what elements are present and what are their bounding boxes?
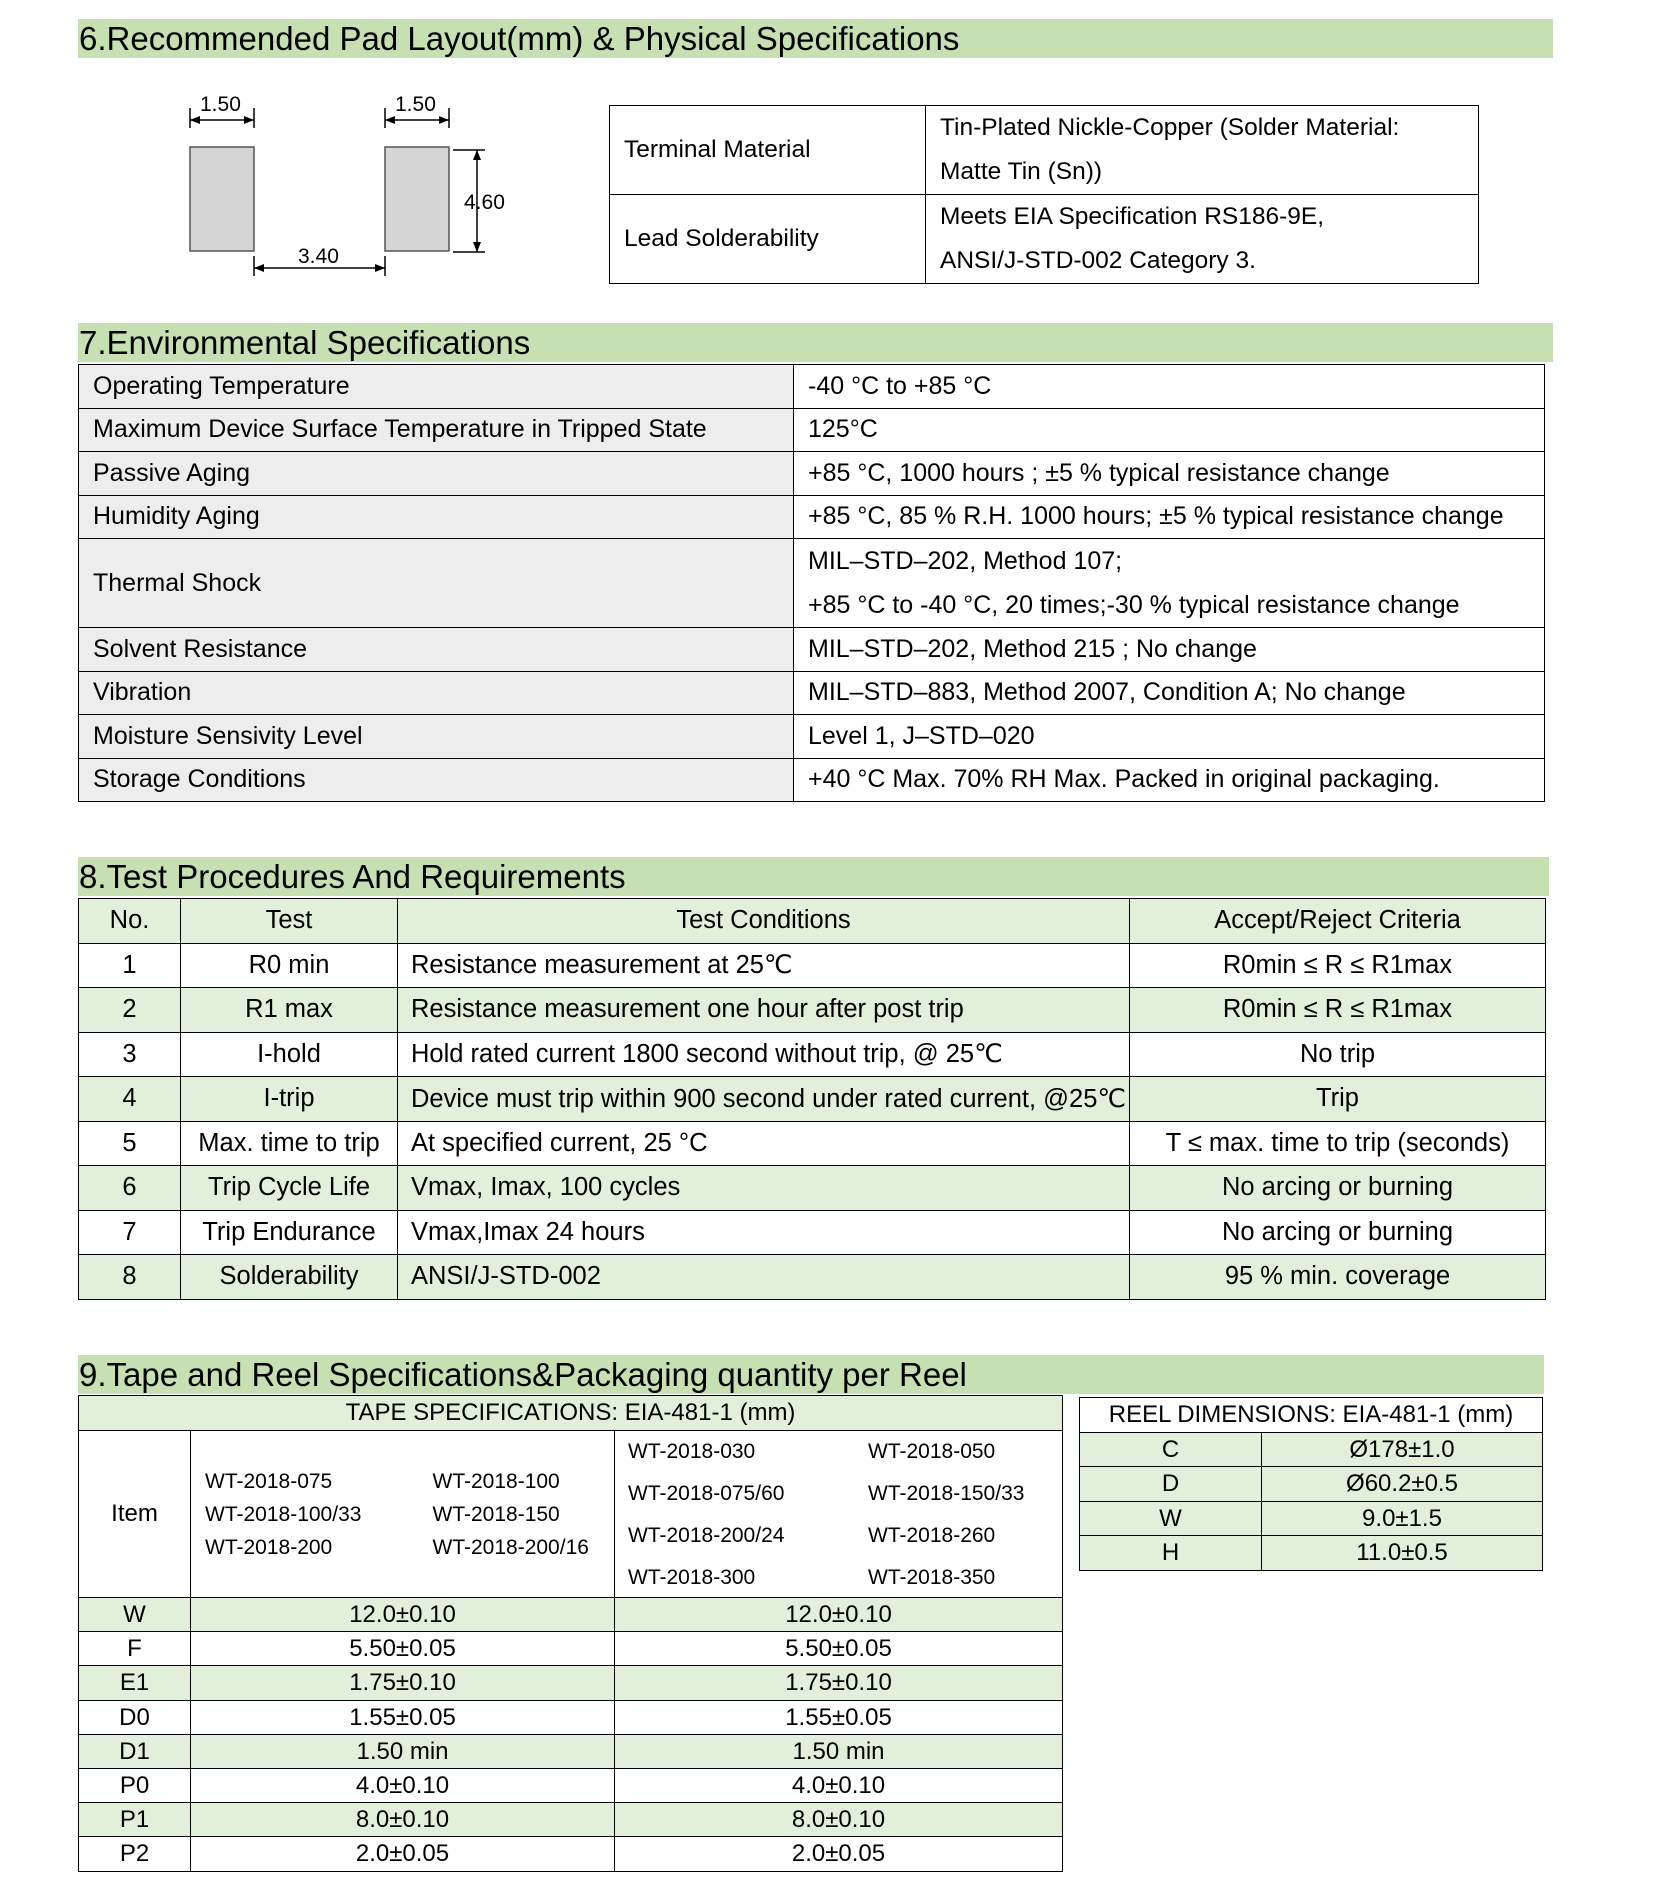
- reel-value: 11.0±0.5: [1262, 1536, 1543, 1571]
- reel-value: 9.0±1.5: [1262, 1501, 1543, 1536]
- reel-item: C: [1080, 1432, 1262, 1467]
- test-header-no: No.: [79, 899, 181, 944]
- env-row: [79, 539, 1545, 628]
- model-name: WT-2018-200/16: [432, 1535, 589, 1559]
- model-name: WT-2018-200/24: [628, 1523, 785, 1547]
- test-criteria: Trip: [1130, 1077, 1546, 1122]
- test-name: Trip Cycle Life: [181, 1166, 398, 1211]
- pad-width-right-label: 1.50: [395, 93, 436, 116]
- env-value: +85 °C, 1000 hours ; ±5 % typical resistance change: [794, 452, 1545, 496]
- test-no: 2: [79, 988, 181, 1033]
- environmental-specs-table: [78, 364, 1545, 802]
- model-name: WT-2018-075: [205, 1469, 333, 1493]
- section-title-environmental: 7.Environmental Specifications: [78, 323, 1553, 362]
- tape-value-b: 1.50 min: [615, 1734, 1063, 1768]
- section-title-pad-layout: 6.Recommended Pad Layout(mm) & Physical Specifications: [78, 19, 1553, 58]
- test-criteria: No trip: [1130, 1032, 1546, 1077]
- model-name: WT-2018-030: [628, 1439, 756, 1463]
- env-label: Humidity Aging: [79, 495, 794, 539]
- tape-item: D1: [79, 1734, 191, 1768]
- test-name: Max. time to trip: [181, 1121, 398, 1166]
- tape-item: P2: [79, 1837, 191, 1871]
- tape-value-a: 4.0±0.10: [191, 1768, 615, 1802]
- model-name: WT-2018-100: [432, 1469, 560, 1493]
- env-value: +85 °C, 85 % R.H. 1000 hours; ±5 % typical resistance change: [794, 495, 1545, 539]
- test-conditions: ANSI/J-STD-002: [398, 1255, 1130, 1300]
- physical-row: [610, 195, 1479, 284]
- env-value: 125°C: [794, 408, 1545, 452]
- physical-value: Meets EIA Specification RS186-9E, ANSI/J-STD-002 Category 3.: [926, 195, 1479, 284]
- reel-item: W: [1080, 1501, 1262, 1536]
- tape-row: [79, 1632, 1063, 1666]
- tape-row: [79, 1837, 1063, 1871]
- tape-value-b: 1.75±0.10: [615, 1666, 1063, 1700]
- tape-models-a: [191, 1431, 615, 1598]
- test-no: 1: [79, 943, 181, 988]
- tape-title-row: [79, 1396, 1063, 1431]
- reel-row: [1080, 1501, 1543, 1536]
- test-name: Trip Endurance: [181, 1210, 398, 1255]
- test-conditions: At specified current, 25 °C: [398, 1121, 1130, 1166]
- test-header-row: [79, 899, 1546, 944]
- test-row: [79, 1121, 1546, 1166]
- test-conditions: Device must trip within 900 second under rated current, @25℃: [398, 1077, 1130, 1122]
- test-criteria: No arcing or burning: [1130, 1210, 1546, 1255]
- tape-row: [79, 1734, 1063, 1768]
- test-row: [79, 1032, 1546, 1077]
- env-row: [79, 495, 1545, 539]
- env-value: +40 °C Max. 70% RH Max. Packed in original packaging.: [794, 758, 1545, 802]
- test-conditions: Vmax, Imax, 100 cycles: [398, 1166, 1130, 1211]
- test-header-criteria: Accept/Reject Criteria: [1130, 899, 1546, 944]
- reel-row: [1080, 1467, 1543, 1502]
- test-no: 5: [79, 1121, 181, 1166]
- reel-title-row: [1080, 1398, 1543, 1433]
- env-value: MIL–STD–202, Method 215 ; No change: [794, 628, 1545, 672]
- tape-row: [79, 1803, 1063, 1837]
- env-label: Maximum Device Surface Temperature in Tripped State: [79, 408, 794, 452]
- pad-layout-diagram: [170, 92, 520, 292]
- test-criteria: T ≤ max. time to trip (seconds): [1130, 1121, 1546, 1166]
- test-no: 6: [79, 1166, 181, 1211]
- right-pad: [385, 147, 449, 251]
- physical-row: [610, 106, 1479, 195]
- tape-item: P0: [79, 1768, 191, 1802]
- tape-item: D0: [79, 1700, 191, 1734]
- physical-label: Terminal Material: [610, 106, 926, 195]
- env-label: Solvent Resistance: [79, 628, 794, 672]
- test-procedures-table: [78, 898, 1546, 1300]
- env-label: Storage Conditions: [79, 758, 794, 802]
- tape-value-a: 2.0±0.05: [191, 1837, 615, 1871]
- tape-item: E1: [79, 1666, 191, 1700]
- physical-value: Tin-Plated Nickle-Copper (Solder Material: Matte Tin (Sn)): [926, 106, 1479, 195]
- tape-row: [79, 1666, 1063, 1700]
- test-header-conditions: Test Conditions: [398, 899, 1130, 944]
- tape-value-a: 5.50±0.05: [191, 1632, 615, 1666]
- model-name: WT-2018-300: [628, 1565, 756, 1589]
- tape-value-a: 8.0±0.10: [191, 1803, 615, 1837]
- test-name: I-trip: [181, 1077, 398, 1122]
- env-label: Moisture Sensivity Level: [79, 715, 794, 759]
- tape-item-label: Item: [79, 1431, 191, 1598]
- tape-value-b: 12.0±0.10: [615, 1598, 1063, 1632]
- tape-value-a: 1.50 min: [191, 1734, 615, 1768]
- model-name: WT-2018-200: [205, 1535, 333, 1559]
- test-row: [79, 1077, 1546, 1122]
- section-title-test-procedures: 8.Test Procedures And Requirements: [78, 857, 1549, 896]
- test-row: [79, 943, 1546, 988]
- physical-specs-table: [609, 105, 1479, 284]
- test-row: [79, 988, 1546, 1033]
- model-name: WT-2018-100/33: [205, 1502, 362, 1526]
- test-conditions: Vmax,Imax 24 hours: [398, 1210, 1130, 1255]
- tape-value-b: 5.50±0.05: [615, 1632, 1063, 1666]
- test-name: R1 max: [181, 988, 398, 1033]
- test-row: [79, 1210, 1546, 1255]
- reel-dimensions-table: [1079, 1397, 1543, 1571]
- physical-label: Lead Solderability: [610, 195, 926, 284]
- tape-item: P1: [79, 1803, 191, 1837]
- tape-row: [79, 1700, 1063, 1734]
- tape-models-row: [79, 1431, 1063, 1598]
- pad-height-label: 4.60: [464, 191, 505, 214]
- test-no: 3: [79, 1032, 181, 1077]
- tape-value-a: 1.55±0.05: [191, 1700, 615, 1734]
- left-pad: [190, 147, 254, 251]
- test-no: 4: [79, 1077, 181, 1122]
- env-label: Passive Aging: [79, 452, 794, 496]
- tape-specs-table: [78, 1395, 1063, 1872]
- tape-value-a: 12.0±0.10: [191, 1598, 615, 1632]
- env-row: [79, 365, 1545, 409]
- reel-row: [1080, 1432, 1543, 1467]
- pad-gap-label: 3.40: [298, 245, 339, 268]
- pad-width-left-label: 1.50: [200, 93, 241, 116]
- test-row: [79, 1255, 1546, 1300]
- test-no: 7: [79, 1210, 181, 1255]
- tape-title: TAPE SPECIFICATIONS: EIA-481-1 (mm): [79, 1396, 1063, 1431]
- tape-value-b: 4.0±0.10: [615, 1768, 1063, 1802]
- test-name: Solderability: [181, 1255, 398, 1300]
- test-row: [79, 1166, 1546, 1211]
- test-name: R0 min: [181, 943, 398, 988]
- reel-title: REEL DIMENSIONS: EIA-481-1 (mm): [1080, 1398, 1543, 1433]
- env-value: Level 1, J–STD–020: [794, 715, 1545, 759]
- tape-models-b: [615, 1431, 1063, 1598]
- env-label: Vibration: [79, 671, 794, 715]
- section-title-tape-reel: 9.Tape and Reel Specifications&Packaging quantity per Reel: [78, 1355, 1544, 1394]
- reel-value: Ø178±1.0: [1262, 1432, 1543, 1467]
- env-row: [79, 452, 1545, 496]
- env-row: [79, 671, 1545, 715]
- env-value: MIL–STD–202, Method 107; +85 °C to -40 °C, 20 times;-30 % typical resistance change: [794, 539, 1545, 628]
- model-name: WT-2018-150: [432, 1502, 560, 1526]
- env-label: Thermal Shock: [79, 539, 794, 628]
- tape-row: [79, 1598, 1063, 1632]
- env-value: MIL–STD–883, Method 2007, Condition A; No change: [794, 671, 1545, 715]
- env-label: Operating Temperature: [79, 365, 794, 409]
- test-criteria: 95 % min. coverage: [1130, 1255, 1546, 1300]
- env-row: [79, 408, 1545, 452]
- tape-value-b: 8.0±0.10: [615, 1803, 1063, 1837]
- tape-row: [79, 1768, 1063, 1802]
- test-header-test: Test: [181, 899, 398, 944]
- test-conditions: Hold rated current 1800 second without trip, @ 25℃: [398, 1032, 1130, 1077]
- env-value: -40 °C to +85 °C: [794, 365, 1545, 409]
- reel-item: H: [1080, 1536, 1262, 1571]
- model-name: WT-2018-050: [868, 1439, 996, 1463]
- tape-value-b: 2.0±0.05: [615, 1837, 1063, 1871]
- tape-item: W: [79, 1598, 191, 1632]
- test-conditions: Resistance measurement one hour after post trip: [398, 988, 1130, 1033]
- env-row: [79, 628, 1545, 672]
- reel-value: Ø60.2±0.5: [1262, 1467, 1543, 1502]
- env-row: [79, 758, 1545, 802]
- env-row: [79, 715, 1545, 759]
- model-name: WT-2018-260: [868, 1523, 996, 1547]
- test-conditions: Resistance measurement at 25℃: [398, 943, 1130, 988]
- tape-item: F: [79, 1632, 191, 1666]
- reel-row: [1080, 1536, 1543, 1571]
- tape-value-b: 1.55±0.05: [615, 1700, 1063, 1734]
- model-name: WT-2018-150/33: [868, 1481, 1025, 1505]
- test-criteria: R0min ≤ R ≤ R1max: [1130, 988, 1546, 1033]
- model-name: WT-2018-075/60: [628, 1481, 785, 1505]
- tape-value-a: 1.75±0.10: [191, 1666, 615, 1700]
- test-criteria: No arcing or burning: [1130, 1166, 1546, 1211]
- test-criteria: R0min ≤ R ≤ R1max: [1130, 943, 1546, 988]
- test-no: 8: [79, 1255, 181, 1300]
- test-name: I-hold: [181, 1032, 398, 1077]
- reel-item: D: [1080, 1467, 1262, 1502]
- model-name: WT-2018-350: [868, 1565, 996, 1589]
